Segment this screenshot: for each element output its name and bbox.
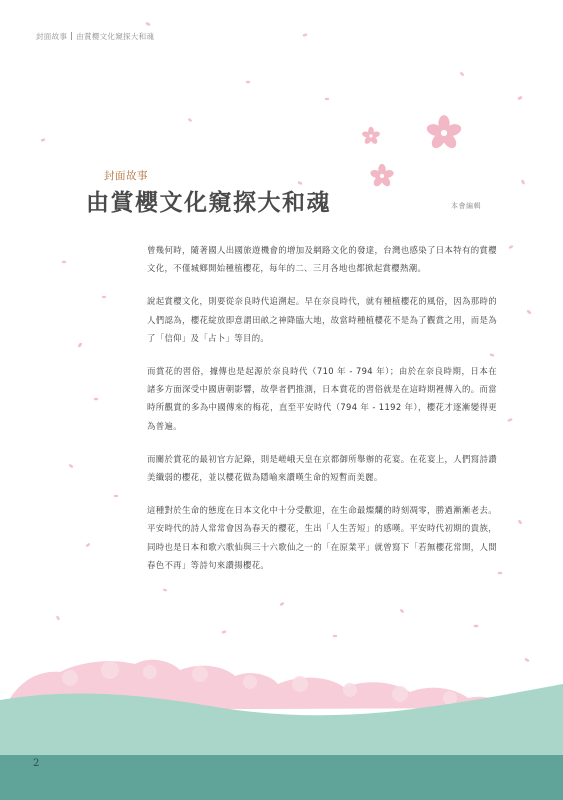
article-byline: 本會編輯	[451, 202, 481, 210]
sakura-flower-icon	[369, 164, 394, 188]
paragraph: 說起賞櫻文化，則要從奈良時代追溯起。早在奈良時代，就有種植櫻花的風俗，因為那時的人們認為，櫻花綻放即意謂田畝之神降臨大地，故當時種植櫻花不是為了觀賞之用，而是為了「信仰」及「占卜」等目的。	[147, 296, 497, 343]
sakura-flower-icon	[425, 115, 462, 151]
paragraph: 這種對於生命的態度在日本文化中十分受歡迎，在生命最燦爛的時刻凋零，勝過漸漸老去。平安時代的詩人常常會因為春天的櫻花，生出「人生苦短」的感嘆。平安時代初期的貴族，同時也是日本和歌六歌仙與三十六歌仙之一的「在原業平」就曾寫下「若無櫻花常開，人間春色不再」等詩句來讚揚櫻花。	[147, 505, 497, 570]
paragraph: 而賞花的習俗，據傳也是起源於奈良時代（710 年 - 794 年）；由於在奈良時期，日本在諸多方面深受中國唐朝影響，故學者們推測，日本賞花的習俗就是在這時期裡傳入的。而當時所觀賞的多為中國傳來的梅花，直至平安時代（794 年 - 1192 年），櫻花才逐漸變得更為普遍。	[147, 366, 497, 431]
running-header	[36, 31, 154, 42]
hill-band	[0, 755, 563, 800]
landscape-illustration	[0, 640, 563, 800]
header-section: 封面故事	[36, 32, 68, 41]
sakura-flower-icon	[361, 127, 380, 145]
header-divider	[71, 32, 72, 40]
page-number: 2	[33, 758, 40, 769]
paragraph: 而關於賞花的最初官方記錄，則是嵯峨天皇在京都御所舉辦的花宴。在花宴上，人們寫詩讚美纖弱的櫻花，並以櫻花做為隱喻來讚嘆生命的短暫而美麗。	[147, 453, 497, 483]
paragraph: 曾幾何時，隨著國人出國旅遊機會的增加及網路文化的發達，台灣也感染了日本特有的賞櫻文化，不僅城鄉開始種植櫻花，每年的二、三月各地也都掀起賞櫻熱潮。	[147, 245, 497, 274]
header-article-title: 由賞櫻文化窺探大和魂	[76, 32, 155, 41]
section-label: 封面故事	[104, 170, 148, 182]
article-body	[147, 241, 497, 589]
article-title: 由賞櫻文化窺探大和魂	[86, 189, 331, 216]
